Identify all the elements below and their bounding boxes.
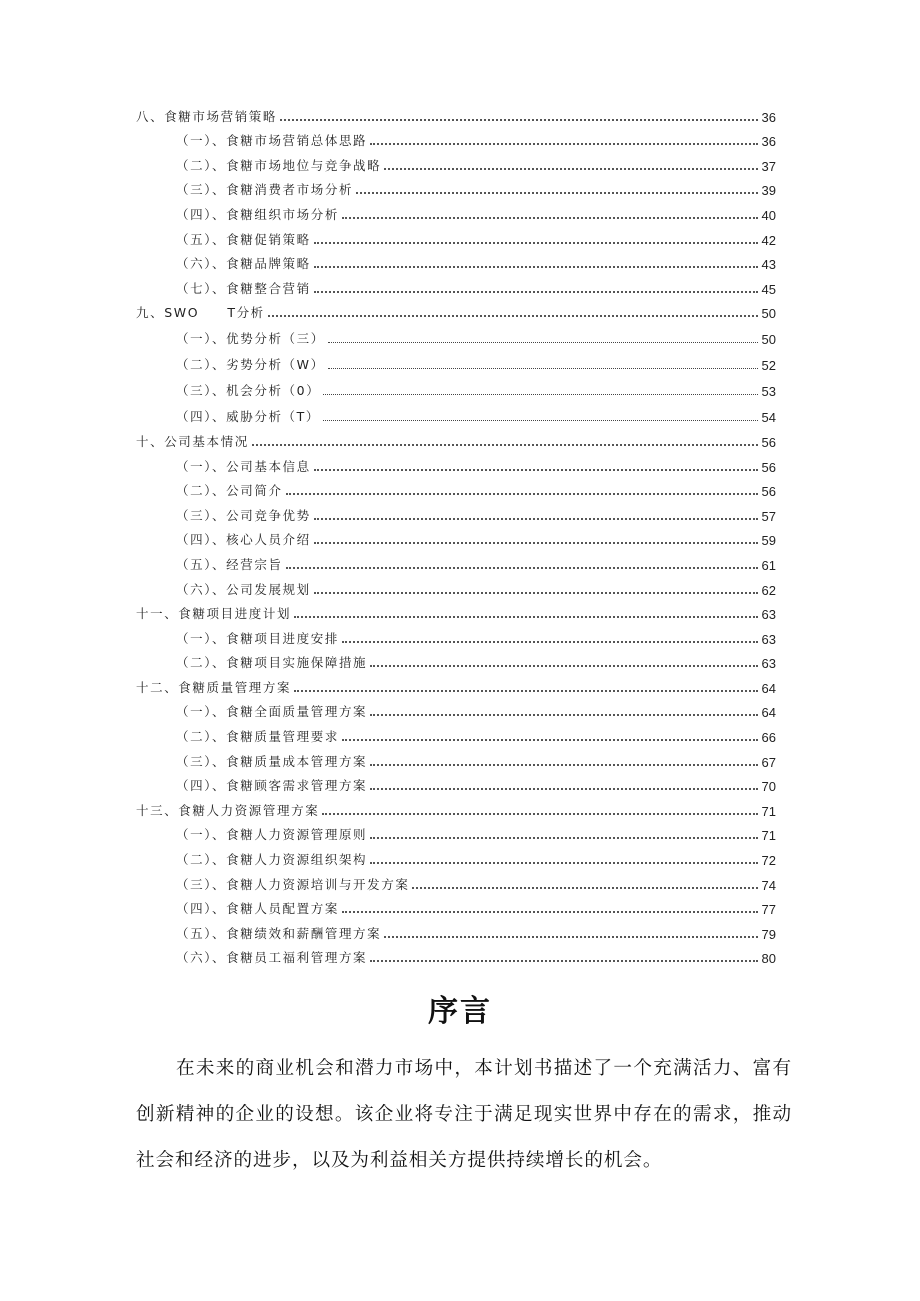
toc-page-number: 79 (761, 926, 776, 942)
toc-dot-leader (328, 341, 758, 343)
toc-dot-leader (323, 393, 757, 395)
toc-dot-leader (314, 591, 758, 594)
toc-entry-title: 十二、食糖质量管理方案 (136, 679, 292, 695)
toc-entry-title: （三）、公司竞争优势 (176, 507, 311, 523)
toc-entry-title: （四）、威胁分析（T） (176, 409, 320, 425)
toc-entry[interactable] (136, 598, 776, 623)
toc-entry-title: （一）、公司基本信息 (176, 458, 311, 474)
toc-entry-title: （三）、食糖质量成本管理方案 (176, 753, 368, 769)
toc-entry[interactable] (136, 548, 776, 573)
toc-entry-title: 十、公司基本情况 (136, 433, 249, 449)
toc-entry-title: （三）、食糖人力资源培训与开发方案 (176, 876, 410, 892)
toc-entry[interactable] (136, 745, 776, 770)
toc-dot-leader (286, 492, 758, 495)
toc-entry[interactable] (136, 499, 776, 524)
toc-entry[interactable] (136, 622, 776, 647)
toc-dot-leader (280, 118, 758, 121)
toc-dot-leader (412, 886, 757, 889)
toc-entry-title: （二）、食糖项目实施保障措施 (176, 655, 368, 671)
toc-dot-leader (370, 664, 757, 667)
toc-entry[interactable] (136, 373, 776, 399)
toc-entry-title: （五）、食糖绩效和薪酬管理方案 (176, 925, 382, 941)
toc-entry[interactable] (136, 843, 776, 868)
toc-page-number: 37 (761, 158, 776, 174)
toc-page-number: 77 (761, 902, 776, 918)
toc-page-number: 61 (761, 557, 776, 573)
toc-page-number: 80 (761, 951, 776, 967)
toc-dot-leader (314, 541, 758, 544)
toc-page-number: 64 (761, 705, 776, 721)
toc-page-number: 74 (761, 877, 776, 893)
toc-entry[interactable] (136, 347, 776, 373)
toc-dot-leader (314, 265, 758, 268)
toc-entry-title: （六）、食糖员工福利管理方案 (176, 950, 368, 966)
toc-page-number: 36 (761, 109, 776, 125)
toc-entry[interactable] (136, 671, 776, 696)
toc-page-number: 50 (761, 332, 776, 348)
toc-entry[interactable] (136, 868, 776, 893)
toc-dot-leader (370, 763, 757, 766)
toc-entry[interactable] (136, 321, 776, 347)
toc-entry-title: （四）、核心人员介绍 (176, 532, 311, 548)
toc-page-number: 63 (761, 607, 776, 623)
toc-page-number: 63 (761, 656, 776, 672)
toc-entry-title: （七）、食糖整合营销 (176, 280, 311, 296)
toc-dot-leader (314, 290, 758, 293)
toc-entry-title: （二）、食糖人力资源组织架构 (176, 852, 368, 868)
toc-entry-title: （五）、经营宗旨 (176, 556, 283, 572)
toc-page-number: 63 (761, 631, 776, 647)
toc-page-number: 54 (761, 410, 776, 426)
toc-dot-leader (342, 910, 758, 913)
toc-page-number: 40 (761, 207, 776, 223)
toc-entry-title: （一）、优势分析（三） (176, 331, 325, 347)
toc-dot-leader (314, 468, 758, 471)
toc-page-number: 64 (761, 680, 776, 696)
toc-page-number: 39 (761, 183, 776, 199)
toc-dot-leader (328, 367, 758, 369)
toc-page-number: 53 (761, 384, 776, 400)
toc-dot-leader (370, 787, 757, 790)
toc-entry-title: （三）、食糖消费者市场分析 (176, 182, 354, 198)
toc-dot-leader (342, 216, 758, 219)
toc-entry[interactable] (136, 198, 776, 223)
toc-page-number: 71 (761, 803, 776, 819)
toc-dot-leader (314, 517, 758, 520)
toc-entry[interactable] (136, 450, 776, 475)
toc-entry-title: 十三、食糖人力资源管理方案 (136, 802, 320, 818)
toc-dot-leader (252, 443, 758, 446)
toc-entry-title: （二）、劣势分析（W） (176, 357, 325, 373)
toc-page-number: 70 (761, 779, 776, 795)
toc-entry-title: （二）、公司简介 (176, 483, 283, 499)
toc-entry[interactable] (136, 174, 776, 199)
toc-entry[interactable] (136, 794, 776, 819)
toc-entry[interactable] (136, 720, 776, 745)
toc-entry[interactable] (136, 475, 776, 500)
toc-dot-leader (370, 861, 757, 864)
toc-entry-title: （三）、机会分析（0） (176, 383, 321, 399)
toc-dot-leader (323, 419, 758, 421)
toc-dot-leader (342, 738, 758, 741)
toc-dot-leader (294, 615, 757, 618)
toc-page-number: 43 (761, 257, 776, 273)
toc-dot-leader (314, 241, 758, 244)
toc-entry[interactable] (136, 125, 776, 150)
toc-entry[interactable] (136, 425, 776, 450)
toc-entry-title: （六）、食糖品牌策略 (176, 256, 311, 272)
toc-dot-leader (384, 935, 757, 938)
toc-entry-title: 八、食糖市场营销策略 (136, 108, 278, 124)
toc-entry[interactable] (136, 696, 776, 721)
toc-entry[interactable] (136, 819, 776, 844)
toc-entry-title: （四）、食糖顾客需求管理方案 (176, 778, 368, 794)
toc-entry[interactable] (136, 248, 776, 273)
toc-entry[interactable] (136, 524, 776, 549)
toc-page-number: 42 (761, 232, 776, 248)
toc-entry[interactable] (136, 399, 776, 425)
toc-entry[interactable] (136, 272, 776, 297)
toc-page-number: 67 (761, 754, 776, 770)
toc-dot-leader (294, 689, 757, 692)
toc-dot-leader (356, 191, 757, 194)
toc-entry[interactable] (136, 297, 776, 322)
toc-page-number: 52 (761, 358, 776, 374)
toc-entry-title: （一）、食糖项目进度安排 (176, 630, 339, 646)
toc-page-number: 57 (761, 508, 776, 524)
toc-page-number: 62 (761, 582, 776, 598)
toc-entry-title: （四）、食糖人员配置方案 (176, 901, 339, 917)
preface-paragraph: 在未来的商业机会和潜力市场中，本计划书描述了一个充满活力、富有创新精神的企业的设想。该企业将专注于满足现实世界中存在的需求，推动社会和经济的进步，以及为利益相关方提供持续增长的机会。 (136, 1058, 792, 1171)
toc-entry-title: 九、SWO T分析 (136, 305, 265, 321)
toc-entry[interactable] (136, 942, 776, 967)
toc-entry[interactable] (136, 573, 776, 598)
toc-entry[interactable] (136, 770, 776, 795)
toc-entry[interactable] (136, 647, 776, 672)
toc-page-number: 66 (761, 730, 776, 746)
toc-entry-title: 十一、食糖项目进度计划 (136, 606, 292, 622)
toc-entry-title: （一）、食糖人力资源管理原则 (176, 827, 368, 843)
toc-entry-title: （四）、食糖组织市场分析 (176, 206, 339, 222)
toc-entry-title: （五）、食糖促销策略 (176, 231, 311, 247)
toc-dot-leader (286, 566, 758, 569)
toc-page-number: 36 (761, 134, 776, 150)
toc-entry-title: （六）、公司发展规划 (176, 581, 311, 597)
toc-page-number: 56 (761, 484, 776, 500)
toc-dot-leader (370, 713, 757, 716)
table-of-contents (136, 100, 776, 966)
toc-page-number: 72 (761, 853, 776, 869)
toc-entry-title: （一）、食糖全面质量管理方案 (176, 704, 368, 720)
toc-page-number: 71 (761, 828, 776, 844)
toc-entry[interactable] (136, 149, 776, 174)
toc-entry[interactable] (136, 223, 776, 248)
toc-dot-leader (322, 812, 757, 815)
preface-heading: 序言 (428, 994, 492, 1030)
toc-entry-title: （二）、食糖质量管理要求 (176, 729, 339, 745)
toc-dot-leader (384, 167, 757, 170)
toc-page-number: 59 (761, 533, 776, 549)
toc-dot-leader (342, 640, 758, 643)
toc-entry-title: （一）、食糖市场营销总体思路 (176, 133, 368, 149)
toc-entry[interactable] (136, 893, 776, 918)
toc-page-number: 45 (761, 281, 776, 297)
toc-page-number: 56 (761, 459, 776, 475)
toc-entry[interactable] (136, 100, 776, 125)
toc-page-number: 56 (761, 434, 776, 450)
toc-entry-title: （二）、食糖市场地位与竞争战略 (176, 157, 382, 173)
toc-page-number: 50 (761, 306, 776, 322)
toc-dot-leader (268, 314, 758, 317)
toc-dot-leader (370, 836, 757, 839)
toc-dot-leader (370, 959, 757, 962)
toc-dot-leader (370, 142, 757, 145)
toc-entry[interactable] (136, 917, 776, 942)
